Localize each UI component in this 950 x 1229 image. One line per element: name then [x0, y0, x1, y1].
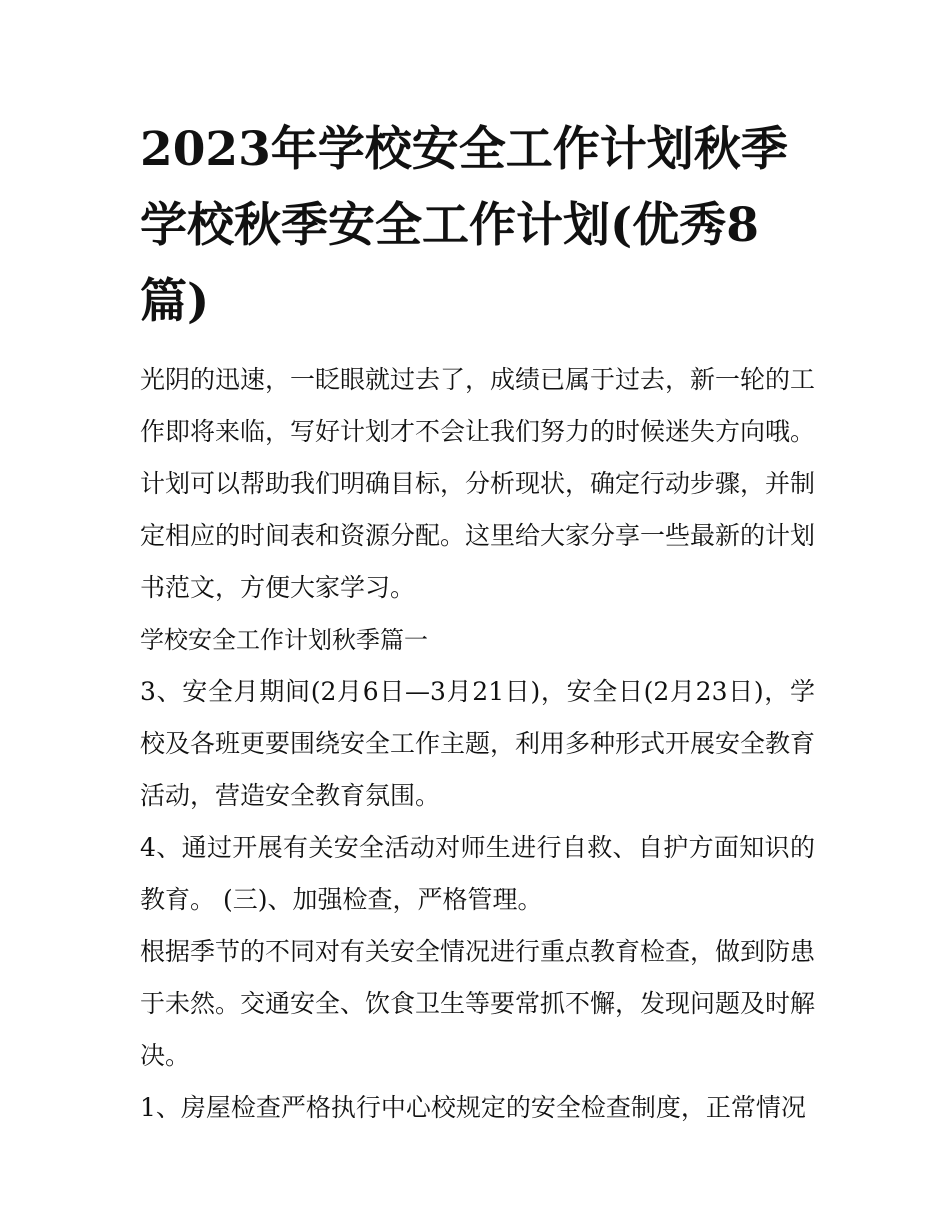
document-title: 2023年学校安全工作计划秋季 学校秋季安全工作计划(优秀8篇): [140, 122, 788, 329]
intro-paragraph: 光阴的迅速，一眨眼就过去了，成绩已属于过去，新一轮的工作即将来临，写好计划才不会让我们努力的时候迷失方向哦。计划可以帮助我们明确目标，分析现状，确定行动步骤，并制定相应的时间表和资源分配。这里给大家分享一些最新的计划书范文，方便大家学习。: [140, 365, 816, 602]
paragraph-item-1: 1、房屋检查严格执行中心校规定的安全检查制度，正常情况: [140, 1093, 806, 1122]
inspection-paragraph: 根据季节的不同对有关安全情况进行重点教育检查，做到防患于未然。交通安全、饮食卫生等要常抓不懈，发现问题及时解决。: [140, 937, 816, 1070]
section-heading: 学校安全工作计划秋季篇一: [140, 626, 428, 654]
paragraph-item-3: 3、安全月期间(2月6日—3月21日)，安全日(2月23日)，学校及各班更要围绕安全工作主题，利用多种形式开展安全教育活动，营造安全教育氛围。: [140, 677, 816, 810]
paragraph-item-4: 4、通过开展有关安全活动对师生进行自救、自护方面知识的教育。 (三)、加强检查，严格管理。: [140, 833, 815, 914]
document-page: [140, 112, 815, 1134]
